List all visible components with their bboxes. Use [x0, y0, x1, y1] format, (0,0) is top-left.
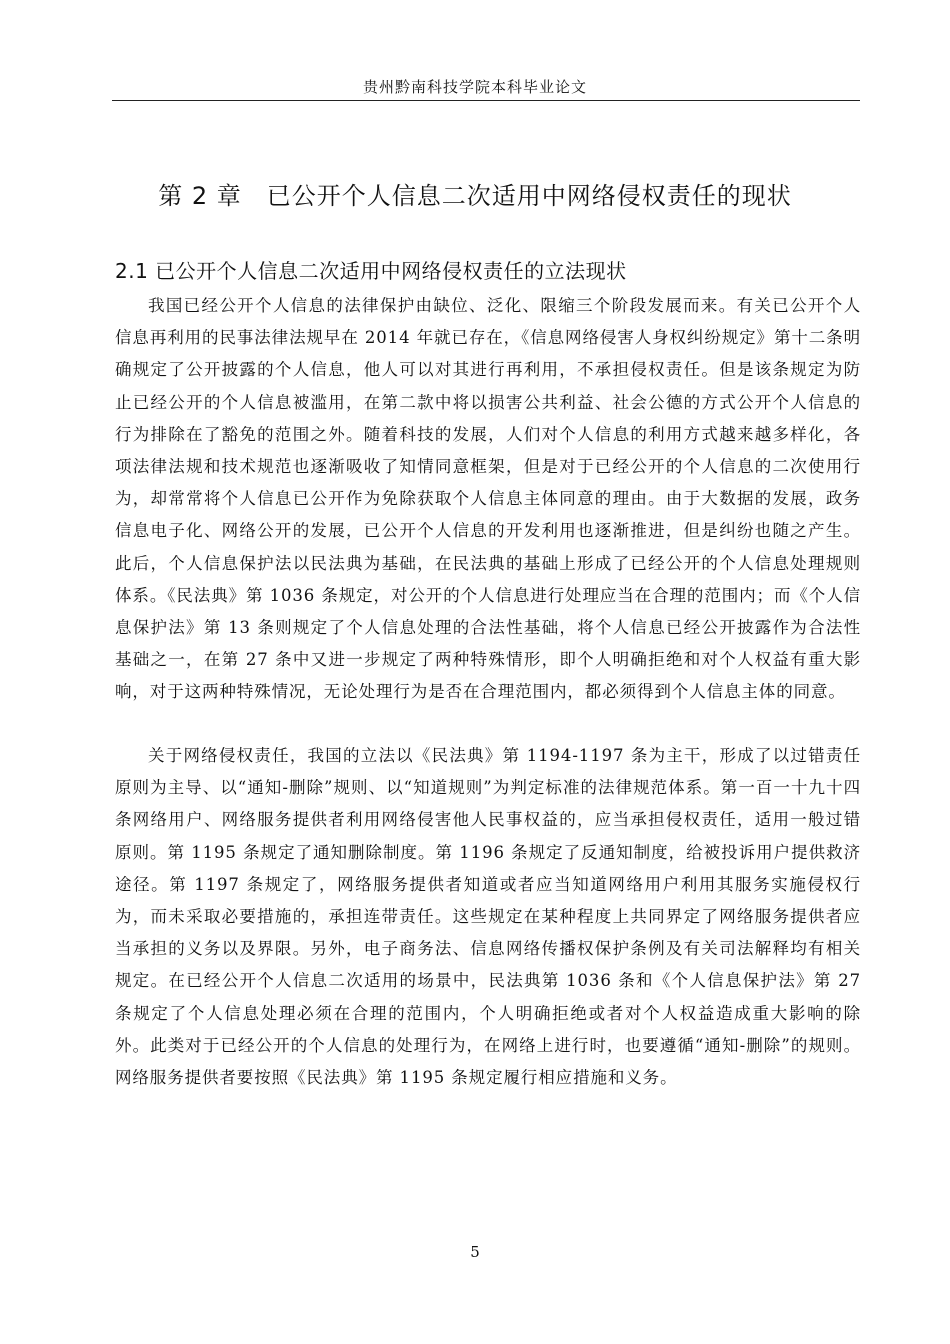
running-header: 贵州黔南科技学院本科毕业论文 — [362, 78, 587, 96]
section-title: 2.1 已公开个人信息二次适用中网络侵权责任的立法现状 — [115, 259, 627, 283]
page-number: 5 — [470, 1243, 480, 1261]
body-paragraph: 关于网络侵权责任，我国的立法以《民法典》第 1194-1197 条为主干，形成了以过错责任原则为主导、以“通知-删除”规则、以“知道规则”为判定标准的法律规范体系。第一百一十九十四条网络用户、网络服务提供者利用网络侵害他人民事权益的，应当承担侵权责任，适用一般过错原则。第 1195 条规定了通知删除制度。第 1196 条规定了反通知制度，给被投诉用户提供救济途径。第 1197 条规定了，网络服务提供者知道或者应当知道网络用户利用其服务实施侵权行为，而未采取必要措施的，承担连带责任。这些规定在某种程度上共同界定了网络服务提供者应当承担的义务以及界限。另外，电子商务法、信息网络传播权保护条例及有关司法解释均有相关规定。在已经公开个人信息二次适用的场景中，民法典第 1036 条和《个人信息保护法》第 27 条规定了个人信息处理必须在合理的范围内，个人明确拒绝或者对个人权益造成重大影响的除外。此类对于已经公开的个人信息的处理行为，在网络上进行时，也要遵循“通知-删除”的规则。网络服务提供者要按照《民法典》第 1195 条规定履行相应措施和义务。 — [115, 746, 861, 1088]
header-divider — [112, 100, 860, 101]
chapter-title: 第 2 章 已公开个人信息二次适用中网络侵权责任的现状 — [158, 182, 792, 210]
body-paragraph: 我国已经公开个人信息的法律保护由缺位、泛化、限缩三个阶段发展而来。有关已公开个人信息再利用的民事法律法规早在 2014 年就已存在，《信息网络侵害人身权纠纷规定》第十二条明确规定了公开披露的个人信息，他人可以对其进行再利用，不承担侵权责任。但是该条规定为防止已经公开的个人信息被滥用，在第二款中将以损害公共利益、社会公德的方式公开个人信息的行为排除在了豁免的范围之外。随着科技的发展，人们对个人信息的利用方式越来越多样化，各项法律法规和技术规范也逐渐吸收了知情同意框架，但是对于已经公开的个人信息的二次使用行为，却常常将个人信息已公开作为免除获取个人信息主体同意的理由。由于大数据的发展，政务信息电子化、网络公开的发展，已公开个人信息的开发利用也逐渐推进，但是纠纷也随之产生。此后，个人信息保护法以民法典为基础，在民法典的基础上形成了已经公开的个人信息处理规则体系。《民法典》第 1036 条规定，对公开的个人信息进行处理应当在合理的范围内；而《个人信息保护法》第 13 条则规定了个人信息处理的合法性基础，将个人信息已经公开披露作为合法性基础之一，在第 27 条中又进一步规定了两种特殊情形，即个人明确拒绝和对个人权益有重大影响，对于这两种特殊情况，无论处理行为是否在合理范围内，都必须得到个人信息主体的同意。 — [115, 296, 861, 702]
